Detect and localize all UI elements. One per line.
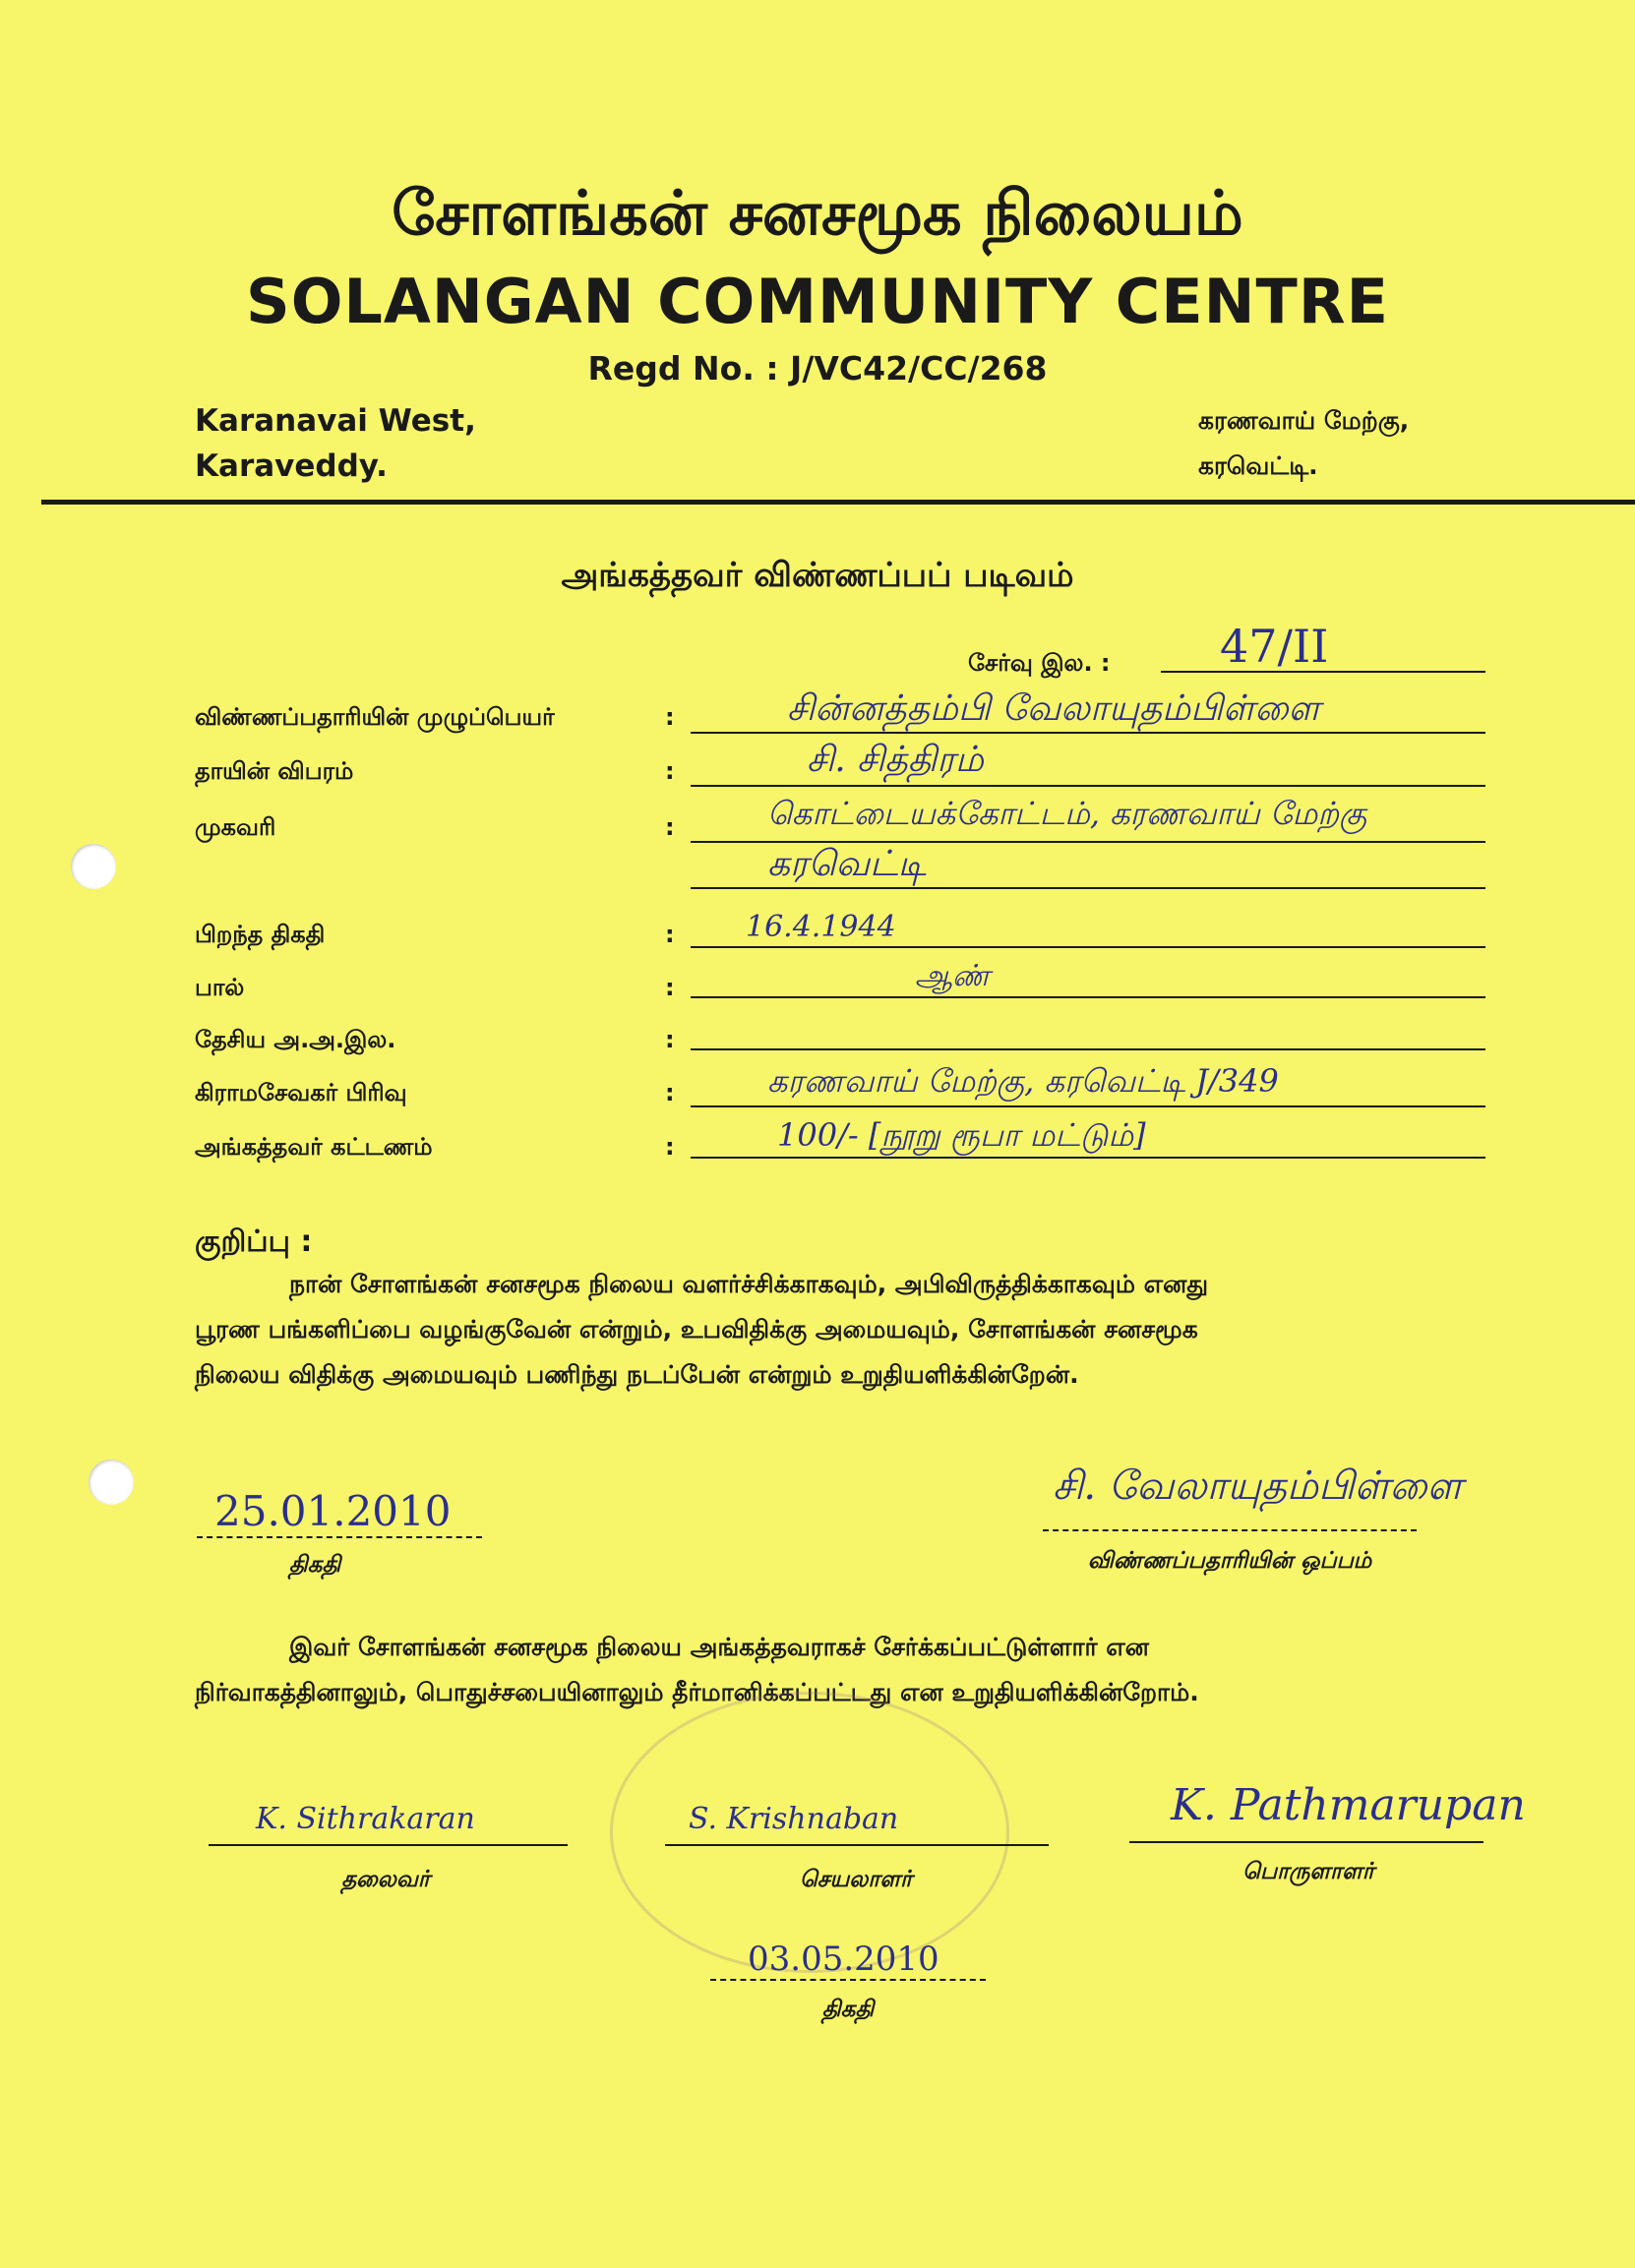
- approval-line-2: நிர்வாகத்தினாலும், பொதுச்சபையினாலும் தீர்மானிக்கப்பட்டது என உறுதியளிக்கின்றோம்.: [195, 1678, 1199, 1706]
- address-ta-line2: கரவெட்டி.: [1198, 451, 1318, 480]
- field-label-sex: பால்: [195, 974, 245, 1001]
- title-english: SOLANGAN COMMUNITY CENTRE: [246, 266, 1389, 337]
- field-label-gs-division: கிராமசேவகர் பிரிவு: [195, 1079, 407, 1106]
- title-tamil: சோளங்கன் சனசமூக நிலையம்: [392, 177, 1243, 249]
- field-value-address: கொட்டையக்கோட்டம், கரணவாய் மேற்கு: [767, 795, 1367, 832]
- field-value-membership-fee: 100/- [நூறு ரூபா மட்டும்]: [777, 1116, 1146, 1154]
- field-label-nic: தேசிய அ.அ.இல.: [195, 1026, 396, 1053]
- treasurer-signature: K. Pathmarupan: [1171, 1780, 1526, 1830]
- applicant-date-value: 25.01.2010: [214, 1487, 452, 1535]
- note-paragraph: [195, 1262, 1503, 1398]
- field-value-full-name: சின்னத்தம்பி வேலாயுதம்பிள்ளை: [787, 688, 1321, 729]
- applicant-signature-line: [1043, 1529, 1417, 1531]
- address-ta-line1: கரணவாய் மேற்கு,: [1198, 406, 1410, 435]
- field-colon: :: [665, 921, 675, 948]
- note-heading: குறிப்பு :: [195, 1224, 313, 1259]
- punch-hole-bottom: [89, 1460, 134, 1505]
- applicant-signature: சி. வேலாயுதம்பிள்ளை: [1053, 1463, 1463, 1509]
- field-value-mother: சி. சித்திரம்: [807, 740, 984, 780]
- treasurer-signature-line: [1129, 1841, 1484, 1843]
- president-signature-line: [209, 1844, 568, 1846]
- approval-date-label: திகதி: [821, 1997, 875, 2022]
- field-line: [691, 841, 1485, 843]
- field-line: [691, 1048, 1485, 1050]
- punch-hole-top: [71, 844, 116, 889]
- field-label-membership-fee: அங்கத்தவர் கட்டணம்: [195, 1133, 433, 1161]
- address-en-line2: Karaveddy.: [195, 448, 388, 484]
- field-label-full-name: விண்ணப்பதாரியின் முழுப்பெயர்: [195, 703, 555, 731]
- approval-line-1: இவர் சோளங்கன் சனசமூக நிலைய அங்கத்தவராகச் சேர்க்கப்பட்டுள்ளார் என: [289, 1633, 1150, 1661]
- approval-date-value: 03.05.2010: [748, 1940, 939, 1979]
- header-divider: [41, 500, 1635, 505]
- applicant-date-line: [197, 1536, 482, 1538]
- secretary-signature-line: [665, 1844, 1049, 1846]
- field-colon: :: [665, 703, 675, 731]
- address-tamil: [1198, 398, 1409, 489]
- field-colon: :: [665, 1026, 675, 1053]
- field-value-gs-division: கரணவாய் மேற்கு, கரவெட்டி J/349: [767, 1062, 1279, 1100]
- registration-number: Regd No. : J/VC42/CC/268: [587, 349, 1048, 388]
- field-colon: :: [665, 1079, 675, 1106]
- field-label-dob: பிறந்த திகதி: [195, 921, 326, 948]
- secretary-label: செயலாளர்: [799, 1867, 913, 1892]
- field-label-mother: தாயின் விபரம்: [195, 757, 354, 785]
- field-line: [691, 785, 1485, 787]
- note-line-2: பூரண பங்களிப்பை வழங்குவேன் என்றும், உபவிதிக்கு அமையவும், சோளங்கன் சனசமூக: [195, 1315, 1198, 1343]
- treasurer-label: பொருளாளர்: [1242, 1859, 1374, 1884]
- field-label-address: முகவரி: [195, 813, 276, 841]
- note-line-3: நிலைய விதிக்கு அமையவும் பணிந்து நடப்பேன் என்றும் உறுதியளிக்கின்றேன்.: [195, 1360, 1079, 1389]
- field-colon: :: [665, 974, 675, 1001]
- serial-value: 47/II: [1220, 620, 1329, 673]
- field-line: [691, 996, 1485, 998]
- field-colon: :: [665, 1133, 675, 1161]
- president-label: தலைவர்: [341, 1867, 430, 1892]
- field-colon: :: [665, 757, 675, 785]
- field-line: [691, 1105, 1485, 1107]
- president-signature: K. Sithrakaran: [256, 1802, 475, 1836]
- field-value-address-line2: கரவெட்டி: [767, 844, 927, 884]
- field-colon: :: [665, 813, 675, 841]
- form-title: அங்கத்தவர் விண்ணப்பப் படிவம்: [561, 556, 1074, 595]
- field-value-dob: 16.4.1944: [746, 910, 896, 944]
- field-value-sex: ஆண்: [915, 959, 991, 993]
- address-en-line1: Karanavai West,: [195, 403, 476, 439]
- applicant-signature-label: விண்ணப்பதாரியின் ஒப்பம்: [1087, 1548, 1372, 1574]
- address-english: [195, 398, 476, 489]
- note-line-1: நான் சோளங்கன் சனசமூக நிலைய வளர்ச்சிக்காகவும், அபிவிருத்திக்காகவும் எனது: [289, 1270, 1209, 1298]
- field-line: [691, 946, 1485, 948]
- secretary-signature: S. Krishnaban: [689, 1802, 899, 1836]
- applicant-date-label: திகதி: [288, 1552, 341, 1578]
- serial-label: சேர்வு இல. :: [968, 649, 1111, 677]
- approval-date-line: [710, 1979, 986, 1981]
